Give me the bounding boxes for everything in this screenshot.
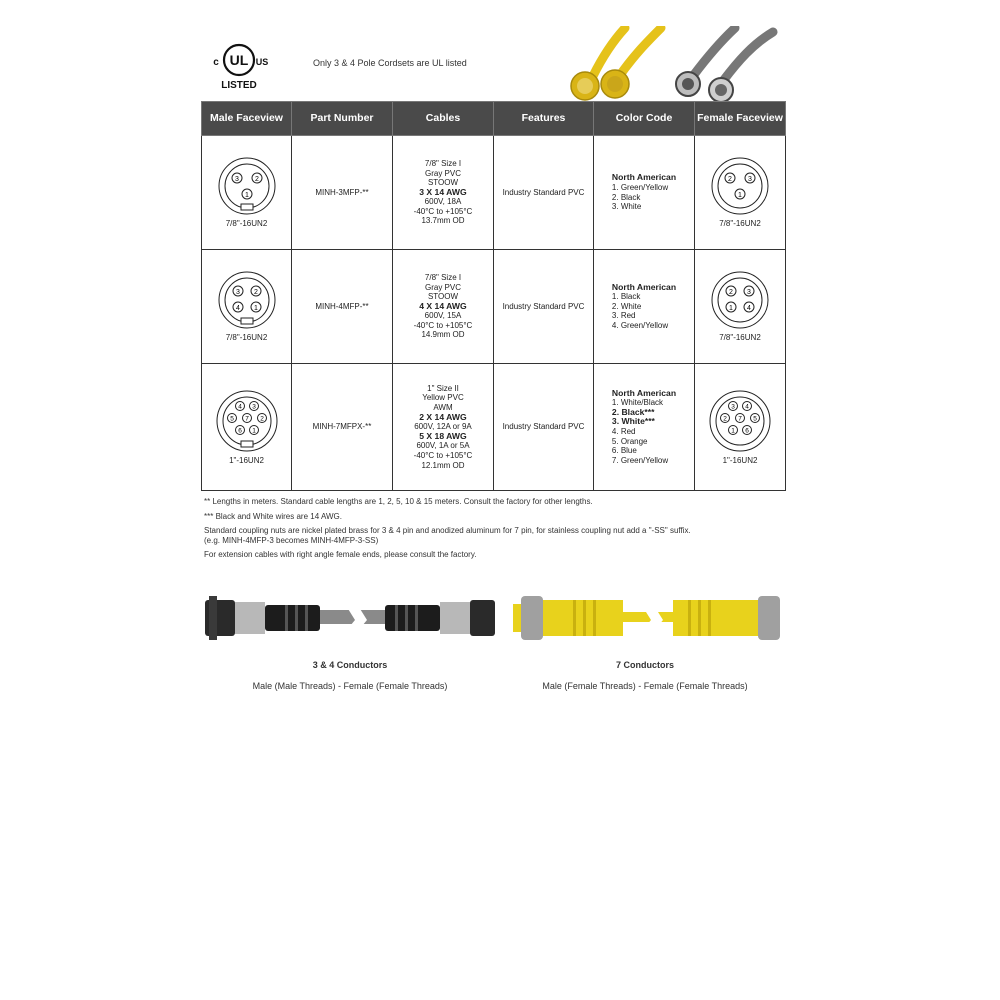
note-right-angle: For extension cables with right angle female ends, please consult the factory. xyxy=(204,550,477,559)
svg-text:2: 2 xyxy=(729,289,733,297)
svg-text:LISTED: LISTED xyxy=(221,80,257,91)
svg-text:1: 1 xyxy=(729,305,733,313)
female-3pin-faceview-diagram xyxy=(710,156,770,216)
female-faceview-cell xyxy=(695,250,786,364)
note-coupling-nuts: Standard coupling nuts are nickel plated brass for 3 & 4 pin and anodized aluminum for 7 pin, for stainless coupling nut add a "-SS" suffix. xyxy=(204,526,691,535)
cable-spec-line: 5 X 18 AWG xyxy=(419,430,467,441)
table-header-row xyxy=(202,102,786,136)
color-code-heading: North American xyxy=(611,387,677,398)
table-row xyxy=(202,136,786,250)
cable-spec-line: 12.1mm OD xyxy=(421,460,465,470)
part-number-cell: MINH-3MFP-** xyxy=(292,136,393,250)
svg-text:5: 5 xyxy=(753,415,757,423)
cable-spec-line: 4 X 14 AWG xyxy=(419,300,467,311)
cable-spec-line: 600V, 18A xyxy=(424,197,462,207)
table-row xyxy=(202,250,786,364)
color-code-line: 1. Black xyxy=(611,292,641,302)
color-code-line: 5. Orange xyxy=(611,436,648,446)
male-faceview-cell xyxy=(202,364,292,491)
color-code-line: 2. Black*** xyxy=(611,406,655,417)
cordset-photo xyxy=(563,26,785,104)
cable-spec-line: -40°C to +105°C xyxy=(413,320,473,330)
cables-cell xyxy=(393,136,494,250)
right-cable-subtitle: Male (Female Threads) - Female (Female Threads) xyxy=(542,681,748,691)
female-faceview-cell xyxy=(695,364,786,491)
svg-text:6: 6 xyxy=(237,427,242,435)
cable-spec-line: Gray PVC xyxy=(424,282,461,292)
male-4pin-faceview-diagram xyxy=(217,270,277,330)
cable-spec-line: -40°C to +105°C xyxy=(413,206,473,216)
svg-text:3: 3 xyxy=(251,403,256,411)
part-number-cell: MINH-4MFP-** xyxy=(292,250,393,364)
yellow-cable-illustration xyxy=(513,590,783,650)
features-cell: Industry Standard PVC xyxy=(494,136,594,250)
gray-cordsets xyxy=(676,28,773,102)
cable-spec-line: 600V, 12A or 9A xyxy=(414,422,472,432)
svg-text:3: 3 xyxy=(234,176,239,184)
male-3pin-faceview-diagram xyxy=(217,156,277,216)
svg-text:3: 3 xyxy=(747,289,751,297)
svg-text:3: 3 xyxy=(731,403,735,411)
note-example: (e.g. MINH-4MFP-3 becomes MINH-4MFP-3-SS) xyxy=(204,536,379,545)
features-cell: Industry Standard PVC xyxy=(494,250,594,364)
note-lengths: ** Lengths in meters. Standard cable lengths are 1, 2, 5, 10 & 15 meters. Consult the factory for other lengths. xyxy=(204,497,593,506)
cable-spec-line: STOOW xyxy=(427,292,459,302)
col-header-color-code: Color Code xyxy=(594,102,695,136)
svg-text:2: 2 xyxy=(723,415,727,423)
left-cable-subtitle: Male (Male Threads) - Female (Female Threads) xyxy=(252,681,448,691)
color-code-line: 2. White xyxy=(611,301,642,311)
svg-text:3: 3 xyxy=(235,289,240,297)
color-code-line: 1. White/Black xyxy=(611,398,664,408)
color-code-line: 3. Red xyxy=(611,311,636,321)
cable-spec-line: Yellow PVC xyxy=(422,393,464,403)
svg-text:4: 4 xyxy=(235,305,240,313)
cable-spec-line: 2 X 14 AWG xyxy=(419,411,467,422)
female-thread-size: 1"-16UN2 xyxy=(722,455,758,465)
gray-cable-illustration xyxy=(205,590,495,650)
color-code-heading: North American xyxy=(611,172,677,183)
col-header-cables: Cables xyxy=(393,102,494,136)
right-cable-title: 7 Conductors xyxy=(615,660,674,670)
col-header-features: Features xyxy=(494,102,594,136)
svg-text:1: 1 xyxy=(253,305,258,313)
cable-spec-line: STOOW xyxy=(427,178,459,188)
svg-text:6: 6 xyxy=(745,427,749,435)
svg-text:UL: UL xyxy=(229,52,249,68)
svg-text:2: 2 xyxy=(254,176,259,184)
svg-text:7: 7 xyxy=(738,415,742,423)
col-header-male-faceview: Male Faceview xyxy=(202,102,292,136)
color-code-line: 4. Red xyxy=(611,427,636,436)
ul-note: Only 3 & 4 Pole Cordsets are UL listed xyxy=(313,58,467,68)
ul-listed-logo xyxy=(208,40,270,92)
svg-text:4: 4 xyxy=(747,305,751,313)
svg-text:2: 2 xyxy=(728,176,732,184)
svg-text:2: 2 xyxy=(259,415,264,423)
svg-text:3: 3 xyxy=(748,176,752,184)
male-thread-size: 1"-16UN2 xyxy=(229,455,264,465)
color-code-line: 2. Black xyxy=(611,192,641,202)
female-7pin-faceview-diagram xyxy=(708,389,772,453)
female-thread-size: 7/8"-16UN2 xyxy=(719,219,761,229)
col-header-part-number: Part Number xyxy=(292,102,393,136)
cable-spec-line: AWM xyxy=(433,403,453,413)
note-wire-gauge: *** Black and White wires are 14 AWG. xyxy=(204,512,342,521)
table-row xyxy=(202,364,786,491)
color-code-cell xyxy=(594,250,695,364)
male-7pin-faceview-diagram xyxy=(215,389,279,453)
male-thread-size: 7/8"-16UN2 xyxy=(225,333,268,343)
color-code-line: 4. Green/Yellow xyxy=(611,320,669,330)
color-code-line: 1. Green/Yellow xyxy=(611,182,669,192)
female-4pin-faceview-diagram xyxy=(710,270,770,330)
color-code-heading: North American xyxy=(611,281,677,292)
svg-text:1: 1 xyxy=(738,192,742,200)
cable-spec-line: -40°C to +105°C xyxy=(413,450,473,460)
cordset-spec-table xyxy=(201,101,786,491)
col-header-female-faceview: Female Faceview xyxy=(695,102,786,136)
color-code-line: 3. White*** xyxy=(611,416,655,427)
cable-spec-line: 1" Size II xyxy=(427,383,459,393)
cables-cell xyxy=(393,364,494,491)
svg-text:US: US xyxy=(255,57,269,67)
cable-spec-line: 3 X 14 AWG xyxy=(419,186,467,197)
svg-text:1: 1 xyxy=(244,192,249,200)
color-code-line: 7. Green/Yellow xyxy=(611,455,669,465)
svg-text:4: 4 xyxy=(745,403,749,411)
svg-text:2: 2 xyxy=(253,289,258,297)
female-thread-size: 7/8"-16UN2 xyxy=(719,333,761,343)
color-code-cell xyxy=(594,364,695,491)
svg-text:5: 5 xyxy=(229,415,234,423)
cable-spec-line: 14.9mm OD xyxy=(421,330,465,340)
part-number-cell: MINH-7MFPX-** xyxy=(292,364,393,491)
color-code-cell xyxy=(594,136,695,250)
cable-spec-line: 600V, 15A xyxy=(424,311,462,321)
svg-text:1: 1 xyxy=(251,427,256,435)
color-code-line: 3. White xyxy=(611,202,642,212)
left-cable-title: 3 & 4 Conductors xyxy=(312,660,388,670)
svg-text:7: 7 xyxy=(244,415,249,423)
features-cell: Industry Standard PVC xyxy=(494,364,594,491)
color-code-line: 6. Blue xyxy=(611,446,637,456)
svg-text:c: c xyxy=(213,57,219,68)
male-faceview-cell xyxy=(202,250,292,364)
female-faceview-cell xyxy=(695,136,786,250)
cable-spec-line: 13.7mm OD xyxy=(421,216,465,226)
cable-spec-line: 600V, 1A or 5A xyxy=(416,441,470,451)
cable-spec-line: 7/8" Size I xyxy=(424,272,462,282)
svg-text:4: 4 xyxy=(237,403,242,411)
yellow-cordsets xyxy=(571,28,661,100)
male-thread-size: 7/8"-16UN2 xyxy=(225,219,268,229)
cables-cell xyxy=(393,250,494,364)
cable-spec-line: 7/8" Size I xyxy=(424,158,462,168)
svg-text:1: 1 xyxy=(731,427,735,435)
cable-spec-line: Gray PVC xyxy=(424,168,461,178)
male-faceview-cell xyxy=(202,136,292,250)
